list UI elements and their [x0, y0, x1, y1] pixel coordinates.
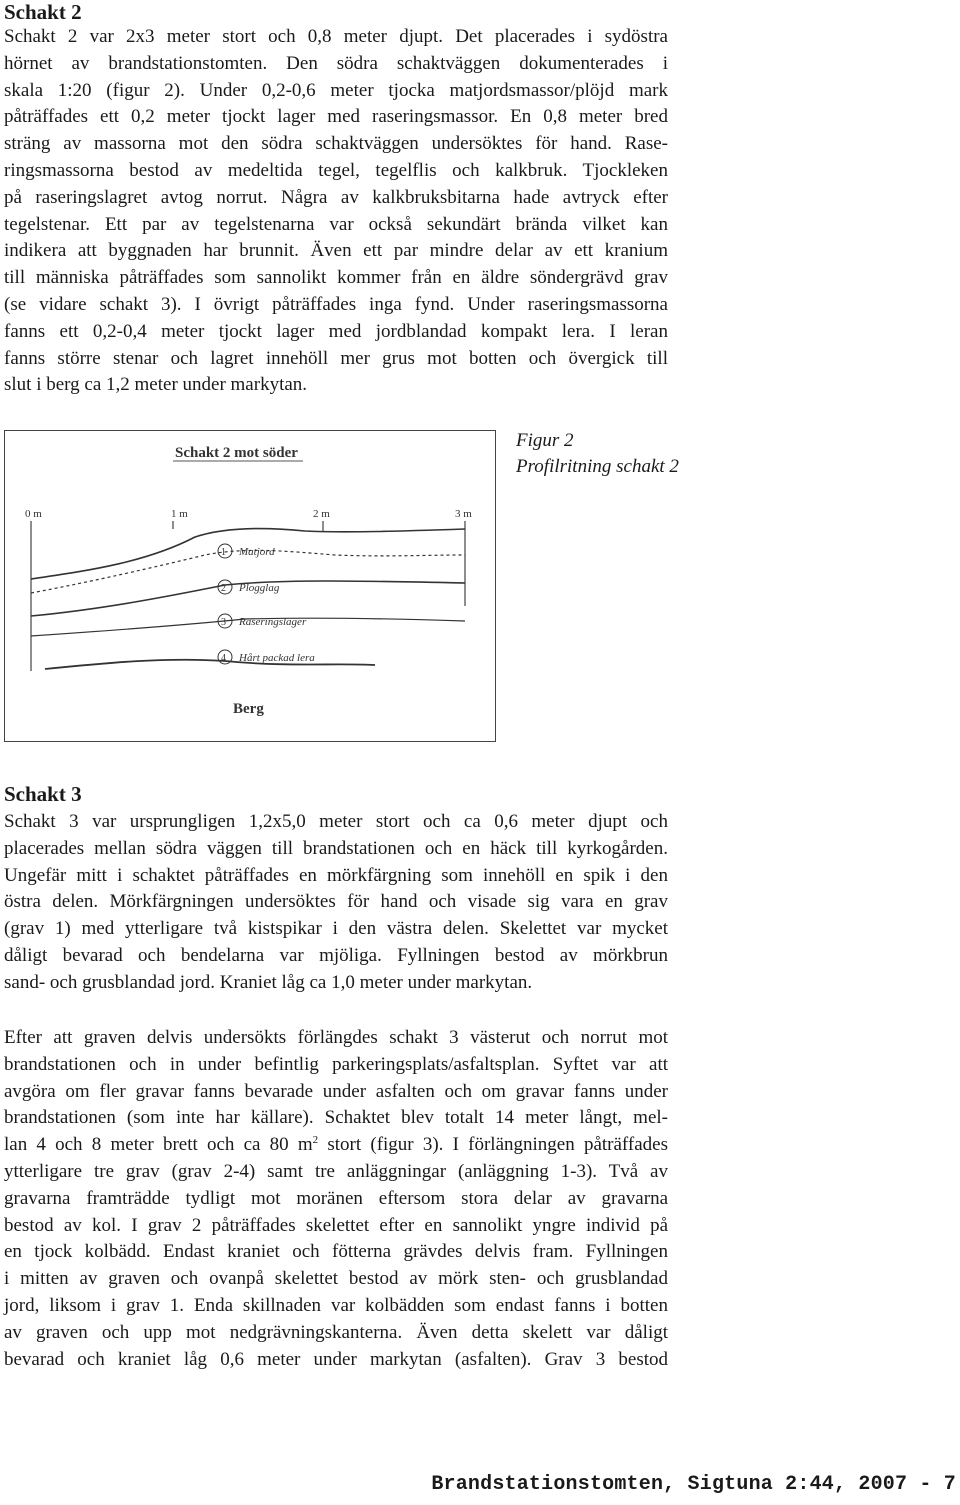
text-line: bestod av kol. I grav 2 påträffades skelettet efter en sannolikt yngre individ på [4, 1214, 668, 1236]
layer-label-4: Hårt packad lera [239, 652, 315, 664]
text-line: Schakt 2 var 2x3 meter stort och 0,8 meter djupt. Det placerades i sydöstra [4, 26, 668, 47]
bedrock-label: Berg [233, 701, 264, 717]
scale-label-2: 2 m [313, 508, 330, 520]
text-line: brandstationen (som inte har källare). Schaktet blev totalt 14 meter långt, mel- [4, 1107, 668, 1129]
page-footer: Brandstationstomten, Sigtuna 2:44, 2007 - 7 [431, 1473, 956, 1496]
text-run: stort (figur 3). I förlängningen påträffades [318, 1134, 668, 1156]
text-line: en tjock kolbädd. Endast kraniet och fötterna grävdes delvis fram. Fyllningen [4, 1241, 668, 1263]
figure-caption [516, 428, 679, 480]
text-line: (se vidare schakt 3). I övrigt påträffades inga fynd. Under raseringsmassorna [4, 293, 668, 315]
text-line: östra delen. Mörkfärgningen undersöktes för hand och visade sig vara en grav [4, 891, 668, 913]
text-line: gravarna framträdde tydligt mot moränen eftersom stora delar av gravarna [4, 1187, 668, 1209]
section-heading-schakt-2: Schakt 2 [4, 0, 82, 24]
text-run: lan 4 och 8 meter brett och ca 80 m [4, 1134, 313, 1156]
text-line: sand- och grusblandad jord. Kraniet låg ca 1,0 meter under markytan. [4, 971, 533, 993]
text-line: skala 1:20 (figur 2). Under 0,2-0,6 meter tjocka matjordsmassor/plöjd mark [4, 79, 668, 101]
section-heading-schakt-3: Schakt 3 [4, 782, 82, 806]
layer-num-4: 4 [221, 653, 226, 664]
text-line: Schakt 3 var ursprungligen 1,2x5,0 meter stort och ca 0,6 meter djupt och [4, 811, 668, 832]
superscript: 2 [312, 1134, 319, 1147]
text-line: påträffades ett 0,2 meter tjockt lager med raseringsmassor. En 0,8 meter bred [4, 106, 668, 128]
text-line: brandstationen och in under befintlig parkeringsplats/asfaltsplan. Syftet var att [4, 1053, 668, 1075]
layer-label-2: Plogglag [239, 582, 280, 594]
figure-caption-number: Figur 2 [516, 430, 574, 451]
text-line: Ungefär mitt i schaktet påträffades en mörkfärgning som innehöll en spik i den [4, 864, 668, 886]
schakt-3-paragraph-1 [4, 809, 668, 997]
text-line: av graven och upp mot nedgrävningskanterna. Även detta skelett var dåligt [4, 1321, 668, 1343]
profile-drawing [5, 431, 497, 743]
text-line: på raseringslagret avtog norrut. Några av kalkbruksbitarna hade avtryck efter [4, 186, 668, 208]
text-line: jord, liksom i grav 1. Enda skillnaden var kolbädden som endast fanns i botten [4, 1294, 668, 1316]
layer-label-3: Raseringslager [239, 616, 307, 628]
text-line: indikera att byggnaden har brunnit. Även ett par mindre delar av ett kranium [4, 240, 668, 262]
text-line: till människa påträffades som sannolikt kommer från en äldre söndergrävd grav [4, 267, 668, 289]
scale-label-0: 0 m [25, 508, 42, 520]
layer-label-1: Matjord [239, 546, 275, 558]
text-line: avgöra om fler gravar fanns bevarade under asfalten och om gravar fanns under [4, 1080, 668, 1102]
layer-num-1: 1 [221, 547, 226, 558]
text-line: dåligt bevarad och bendelarna var mjöliga. Fyllningen bestod av mörkbrun [4, 944, 668, 966]
scale-label-1: 1 m [171, 508, 188, 520]
scale-label-3: 3 m [455, 508, 472, 520]
text-line: placerades mellan södra väggen till brandstationen och en häck till kyrkogården. [4, 837, 668, 859]
text-line: bevarad och kraniet låg 0,6 meter under markytan (asfalten). Grav 3 bestod [4, 1348, 668, 1370]
text-line: i mitten av graven och ovanpå skelettet bestod av mörk sten- och grusblandad [4, 1268, 668, 1290]
text-line: fanns större stenar och lagret innehöll mer grus mot botten och övergick till [4, 347, 668, 369]
text-line: tegelstenar. Ett par av tegelstenarna var också sekundärt brända vilket kan [4, 213, 668, 235]
text-line: slut i berg ca 1,2 meter under markytan. [4, 374, 308, 396]
text-line: fanns ett 0,2-0,4 meter tjockt lager med jordblandad kompakt lera. I leran [4, 320, 668, 342]
layer-num-3: 3 [221, 617, 226, 628]
layer-num-2: 2 [221, 583, 226, 594]
text-line: Efter att graven delvis undersökts förlängdes schakt 3 västerut och norrut mot [4, 1027, 668, 1048]
text-line: hörnet av brandstationstomten. Den södra schaktväggen dokumenterades i [4, 52, 668, 74]
profile-drawing-figure [4, 430, 496, 742]
text-line: ytterligare tre grav (grav 2-4) samt tre anläggningar (anläggning 1-3). Två av [4, 1160, 668, 1182]
text-line: ringsmassorna bestod av medeltida tegel, tegelflis och kalkbruk. Tjockleken [4, 159, 668, 181]
text-line: (grav 1) med ytterligare två kistspikar i den västra delen. Skelettet var mycket [4, 918, 668, 940]
schakt-3-paragraph-2 [4, 1025, 668, 1373]
drawing-title: Schakt 2 mot söder [175, 445, 298, 461]
text-line: sträng av massorna mot den södra schaktväggen undersöktes för hand. Rase- [4, 133, 668, 155]
schakt-2-paragraph [4, 24, 668, 399]
text-line-with-superscript [4, 1132, 668, 1159]
figure-caption-text: Profilritning schakt 2 [516, 456, 679, 477]
